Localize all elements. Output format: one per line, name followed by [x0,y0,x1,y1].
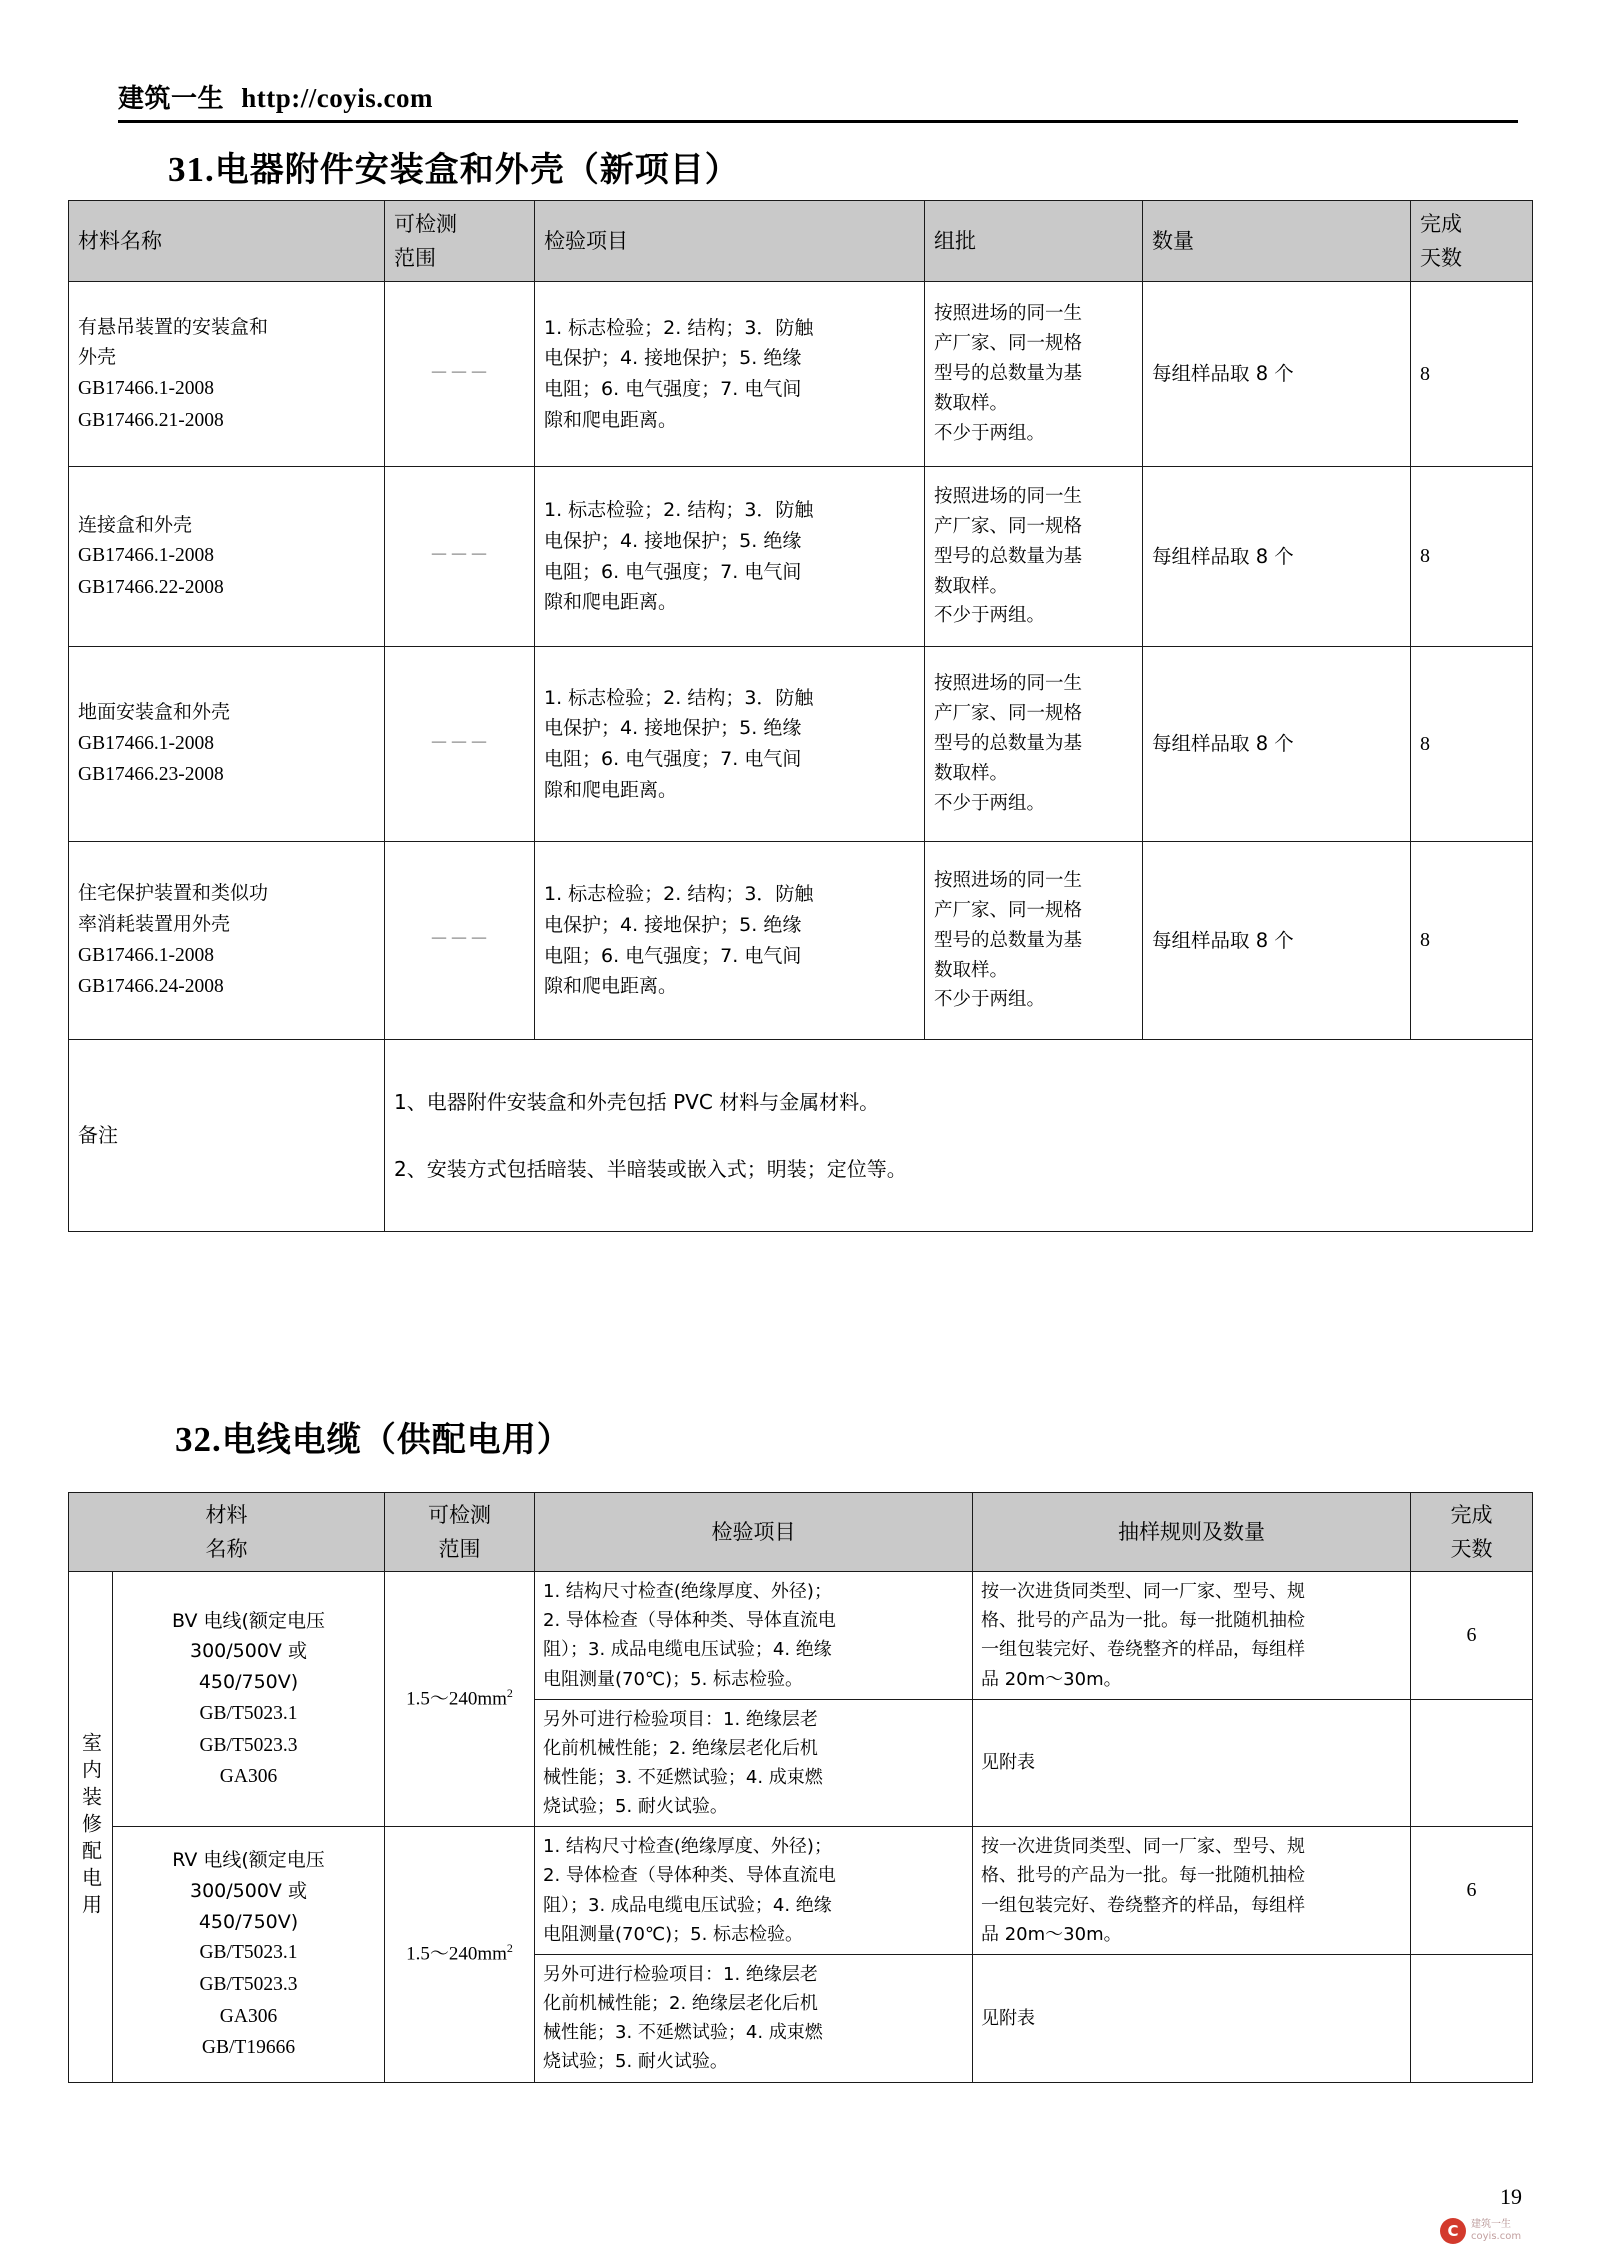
test-item-line: 电阻；6. 电气强度；7. 电气间 [544,748,802,771]
cell-days: 8 [1411,647,1533,842]
table-row [69,647,1533,842]
col-header-days-32 [1411,1493,1533,1572]
table-row [69,1827,1533,1955]
test-item-line: 隙和爬电距离。 [544,778,678,801]
test-item-line: 电阻测量(70℃)；5. 标志检验。 [543,1668,804,1690]
test-item-line: 1. 结构尺寸检查(绝缘厚度、外径)； [543,1581,832,1603]
page-number: 19 [1500,2184,1522,2209]
test-item-line: 电阻测量(70℃)；5. 标志检验。 [543,1923,804,1945]
remark-note-2: 2、安装方式包括暗装、半暗装或嵌入式；明装；定位等。 [394,1156,907,1181]
test-item-line: 电保护；4. 接地保护；5. 绝缘 [544,529,802,552]
test-item-line: 阻）；3. 成品电缆电压试验；4. 绝缘 [543,1639,832,1661]
remark-note-1: 1、电器附件安装盒和外壳包括 PVC 材料与金属材料。 [394,1090,880,1115]
cell-test-range-32 [385,1827,535,2082]
test-item-line: 电阻；6. 电气强度；7. 电气间 [544,378,802,401]
cell-test-range [385,647,535,842]
cell-material-name [69,842,385,1040]
material-standard: GB17466.24-2008 [78,976,224,998]
col-header-days-line2: 天数 [1420,246,1462,271]
material-standard: GB/T5023.3 [199,1973,298,1995]
cell-sampling-rule-extra: 见附表 [973,1954,1411,2082]
cell-quantity: 每组样品取 8 个 [1143,842,1411,1040]
cell-days: 8 [1411,467,1533,647]
lot-line: 按照进场的同一生 [934,673,1083,695]
cell-sampling-rule [973,1827,1411,1955]
col-header-lot: 组批 [925,201,1143,282]
col-header-days [1411,201,1533,282]
col-header-range [385,201,535,282]
test-item-line: 隙和爬电距离。 [544,408,678,431]
rule-line: 按一次进货同类型、同一厂家、型号、规 [981,1836,1305,1858]
lot-line: 型号的总数量为基 [934,733,1083,755]
col-header-material-32-line1: 材料 [205,1503,248,1527]
cell-days-32: 6 [1411,1572,1533,1700]
material-standard: GB17466.21-2008 [78,409,224,431]
col-header-days-line1: 完成 [1420,212,1462,236]
optional-item-line: 化前机械性能；2. 绝缘层老化后机 [543,1737,818,1759]
rule-line: 一组包装完好、卷绕整齐的样品，每组样 [981,1894,1305,1916]
table-row [69,467,1533,647]
cell-optional-test-items [535,1699,973,1827]
watermark-line-2: coyis.com [1471,2231,1522,2242]
cell-material-name-32 [113,1827,385,2082]
test-item-line: 隙和爬电距离。 [544,975,678,998]
cell-optional-test-items [535,1954,973,2082]
watermark-line-1: 建筑一生 [1471,2218,1511,2230]
material-line: BV 电线(额定电压 [172,1609,325,1632]
cell-lot-rule [925,282,1143,467]
lot-line: 数取样。 [934,575,1009,597]
table-32-header-row [69,1493,1533,1572]
col-header-range-32-line1: 可检测 [428,1503,491,1527]
col-header-material: 材料名称 [69,201,385,282]
usage-group-label: 室内装修配电用 [78,1732,103,1922]
lot-line: 产厂家、同一规格 [934,333,1083,355]
test-item-line: 2. 导体检查（导体种类、导体直流电 [543,1865,836,1887]
col-header-range-32 [385,1493,535,1572]
cell-days-32-blank [1411,1954,1533,2082]
cell-test-range-32 [385,1572,535,1827]
lot-line: 型号的总数量为基 [934,363,1083,385]
range-value: 1.5～240mm [406,1687,507,1709]
table-row [69,1572,1533,1700]
col-header-range-line1: 可检测 [394,212,457,236]
cell-quantity: 每组样品取 8 个 [1143,282,1411,467]
test-item-line: 电保护；4. 接地保护；5. 绝缘 [544,717,802,740]
material-line-1: 有悬吊装置的安装盒和 [78,315,269,338]
material-line: 300/500V 或 [190,1640,307,1663]
material-line: 300/500V 或 [190,1879,307,1902]
test-item-line: 电阻；6. 电气强度；7. 电气间 [544,560,802,583]
cell-lot-rule [925,647,1143,842]
range-dash: －－－ [429,545,490,567]
cell-test-range [385,467,535,647]
rule-line: 格、批号的产品为一批。每一批随机抽检 [981,1610,1305,1632]
lot-line: 产厂家、同一规格 [934,899,1083,921]
test-item-line: 1. 结构尺寸检查(绝缘厚度、外径)； [543,1836,832,1858]
lot-line: 按照进场的同一生 [934,869,1083,891]
material-line: 450/750V) [198,1671,299,1694]
table-31-header-row [69,201,1533,282]
optional-item-line: 化前机械性能；2. 绝缘层老化后机 [543,1993,818,2015]
cell-test-items [535,647,925,842]
section-32-heading-text: 电线电缆（供配电用） [221,1420,572,1460]
table-row [69,842,1533,1040]
test-item-line: 2. 导体检查（导体种类、导体直流电 [543,1610,836,1632]
cell-days: 8 [1411,282,1533,467]
cell-test-range [385,842,535,1040]
material-standard: GB/T5023.3 [199,1734,298,1756]
range-exponent: 2 [506,1685,513,1700]
test-item-line: 阻）；3. 成品电缆电压试验；4. 绝缘 [543,1894,832,1916]
col-header-days-32-line1: 完成 [1450,1503,1493,1527]
watermark-logo-icon: C [1440,2218,1466,2244]
cell-test-items-32 [535,1572,973,1700]
rule-line: 格、批号的产品为一批。每一批随机抽检 [981,1865,1305,1887]
section-31-heading-text: 电器附件安装盒和外壳（新项目） [214,150,740,190]
material-line-1: 地面安装盒和外壳 [78,701,231,724]
lot-line: 按照进场的同一生 [934,485,1083,507]
optional-item-line: 烧试验；5. 耐火试验。 [543,2051,728,2073]
material-line-2: 率消耗装置用外壳 [78,912,231,935]
cell-test-range [385,282,535,467]
cell-sampling-rule-extra: 见附表 [973,1699,1411,1827]
rule-line: 品 20m～30m。 [981,1923,1122,1945]
range-dash: －－－ [429,732,490,754]
test-item-line: 1. 标志检验；2. 结构；3．防触 [544,686,814,709]
col-header-range-line2: 范围 [394,246,436,271]
range-dash: －－－ [429,362,490,384]
optional-item-line: 另外可进行检验项目：1. 绝缘层老 [543,1708,818,1730]
cell-test-items [535,282,925,467]
material-standard: GB/T5023.1 [199,1942,298,1964]
col-header-sampling-rule: 抽样规则及数量 [973,1493,1411,1572]
site-name: 建筑一生 [118,84,225,114]
running-header [118,78,1538,115]
optional-item-line: 另外可进行检验项目：1. 绝缘层老 [543,1963,818,1985]
lot-line: 产厂家、同一规格 [934,515,1083,537]
lot-line: 不少于两组。 [934,422,1046,444]
material-line-1: 住宅保护装置和类似功 [78,882,269,905]
cell-material-name [69,282,385,467]
optional-item-line: 械性能；3. 不延燃试验；4. 成束燃 [543,2022,823,2044]
col-header-items-32: 检验项目 [535,1493,973,1572]
table-remarks-row [69,1040,1533,1232]
remarks-label: 备注 [69,1040,385,1232]
col-header-quantity: 数量 [1143,201,1411,282]
lot-line: 型号的总数量为基 [934,545,1083,567]
material-line-1: 连接盒和外壳 [78,513,193,536]
range-dash: －－－ [429,929,490,951]
test-item-line: 电阻；6. 电气强度；7. 电气间 [544,944,802,967]
test-item-line: 1. 标志检验；2. 结构；3．防触 [544,316,814,339]
site-url: http://coyis.com [241,83,433,113]
remarks-body [385,1040,1533,1232]
cell-lot-rule [925,842,1143,1040]
table-section-31 [68,200,1533,1232]
rule-line: 一组包装完好、卷绕整齐的样品，每组样 [981,1639,1305,1661]
cell-material-name [69,647,385,842]
col-header-material-32-line2: 名称 [205,1537,248,1562]
material-line: 450/750V) [198,1910,299,1933]
cell-quantity: 每组样品取 8 个 [1143,647,1411,842]
lot-line: 不少于两组。 [934,792,1046,814]
range-exponent: 2 [506,1940,513,1955]
material-standard: GB17466.1-2008 [78,944,214,966]
section-32-number: 32. [175,1420,222,1459]
lot-line: 型号的总数量为基 [934,929,1083,951]
material-standard: GB17466.22-2008 [78,576,224,598]
material-standard: GB17466.1-2008 [78,732,214,754]
col-header-items: 检验项目 [535,201,925,282]
col-header-days-32-line2: 天数 [1450,1537,1493,1562]
section-32-title [175,1412,572,1461]
cell-days-32-blank [1411,1699,1533,1827]
cell-material-name [69,467,385,647]
material-line-2: 外壳 [78,346,117,369]
watermark [1440,2214,1560,2248]
optional-item-line: 烧试验；5. 耐火试验。 [543,1796,728,1818]
rule-line: 品 20m～30m。 [981,1668,1122,1690]
cell-test-items-32 [535,1827,973,1955]
test-item-line: 1. 标志检验；2. 结构；3．防触 [544,499,814,521]
col-header-range-32-line2: 范围 [438,1537,481,1562]
watermark-text [1471,2219,1521,2244]
lot-line: 数取样。 [934,393,1009,415]
material-standard: GB17466.1-2008 [78,545,214,567]
range-value: 1.5～240mm [406,1943,507,1965]
cell-usage-group [69,1572,113,2083]
optional-item-line: 械性能；3. 不延燃试验；4. 成束燃 [543,1766,823,1788]
material-standard: GB/T19666 [201,2037,296,2059]
material-line: RV 电线(额定电压 [172,1849,325,1872]
cell-sampling-rule [973,1572,1411,1700]
cell-test-items [535,842,925,1040]
rule-line: 按一次进货同类型、同一厂家、型号、规 [981,1581,1305,1603]
lot-line: 按照进场的同一生 [934,303,1083,325]
cell-material-name-32 [113,1572,385,1827]
test-item-line: 1. 标志检验；2. 结构；3．防触 [544,883,814,905]
header-divider [118,120,1518,123]
material-standard: GB/T5023.1 [199,1702,298,1724]
test-item-line: 电保护；4. 接地保护；5. 绝缘 [544,347,802,370]
table-section-32 [68,1492,1533,2083]
lot-line: 不少于两组。 [934,605,1046,627]
material-standard: GA306 [219,2005,278,2027]
material-standard: GB17466.1-2008 [78,378,214,400]
lot-line: 不少于两组。 [934,989,1046,1011]
lot-line: 产厂家、同一规格 [934,703,1083,725]
table-row [69,282,1533,467]
material-standard: GB17466.23-2008 [78,764,224,786]
section-31-number: 31. [168,150,215,189]
test-item-line: 电保护；4. 接地保护；5. 绝缘 [544,913,802,936]
material-standard: GA306 [219,1766,278,1788]
col-header-material-32 [69,1493,385,1572]
lot-line: 数取样。 [934,763,1009,785]
lot-line: 数取样。 [934,959,1009,981]
cell-days: 8 [1411,842,1533,1040]
cell-test-items [535,467,925,647]
cell-days-32: 6 [1411,1827,1533,1955]
cell-quantity: 每组样品取 8 个 [1143,467,1411,647]
test-item-line: 隙和爬电距离。 [544,591,678,614]
section-31-title [168,142,740,191]
cell-lot-rule [925,467,1143,647]
